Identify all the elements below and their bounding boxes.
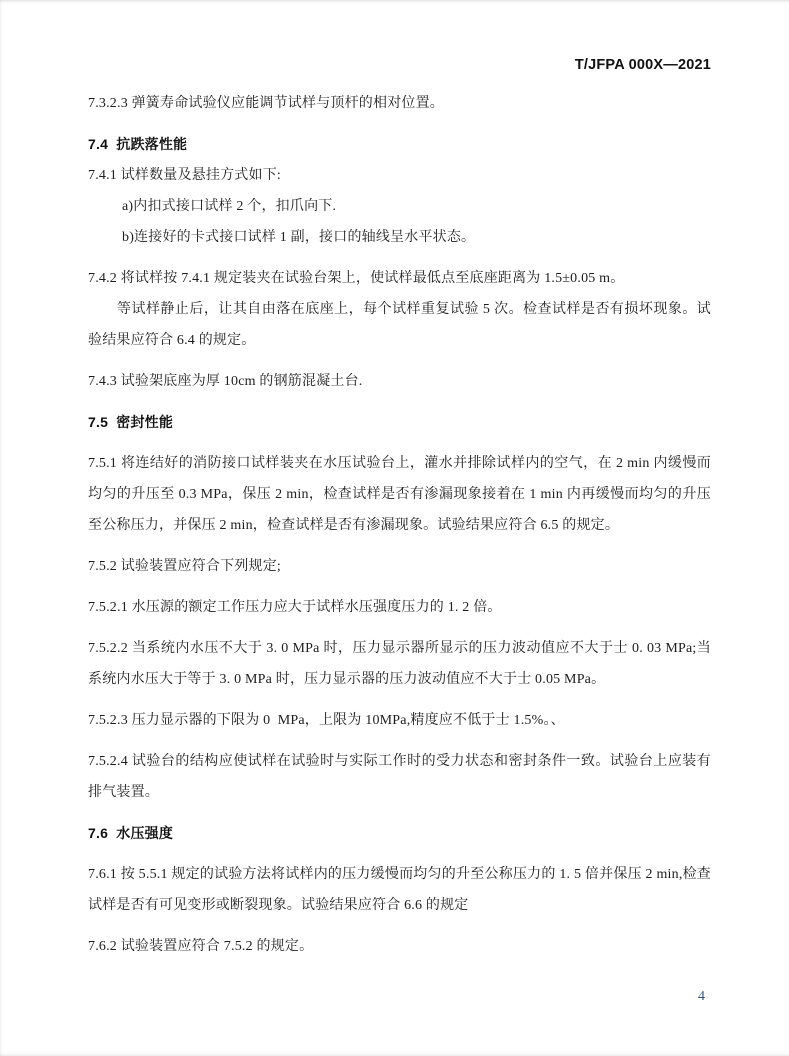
paragraph-7.5.2.1: 7.5.2.1 水压源的额定工作压力应大于试样水压强度压力的 1. 2 倍。 bbox=[88, 600, 502, 615]
page-header bbox=[0, 0, 789, 75]
paragraph-7.5.2.2: 7.5.2.2 当系统内水压不大于 3. 0 MPa 时，压力显示器所显示的压力波动值应不大于士 0. 03 MPa;当系统内水压大于等于 3. 0 MPa 时，压力显示器的压力波动值应不大于士 0.05 MPa。 bbox=[88, 641, 711, 687]
paragraph-7.4.3: 7.4.3 试验架底座为厚 10cm 的钢筋混凝土台. bbox=[88, 374, 363, 389]
paragraph-7.4.2-cont: 等试样静止后，让其自由落在底座上，每个试样重复试验 5 次。检查试样是否有损坏现象。试验结果应符合 6.4 的规定。 bbox=[88, 302, 711, 348]
paragraph-7.3.2.3: 7.3.2.3 弹簧寿命试验仪应能调节试样与顶杆的相对位置。 bbox=[88, 96, 444, 111]
document-body bbox=[88, 88, 711, 962]
paragraph-7.5.2.3: 7.5.2.3 压力显示器的下限为 0 MPa，上限为 10MPa,精度应不低于士 1.5%。、 bbox=[88, 713, 565, 728]
standard-number: T/JFPA 000X—2021 bbox=[574, 57, 711, 73]
paragraph-7.6.2: 7.6.2 试验装置应符合 7.5.2 的规定。 bbox=[88, 939, 314, 954]
paragraph-7.5.2.4: 7.5.2.4 试验台的结构应使试样在试验时与实际工作时的受力状态和密封条件一致。试验台上应装有排气装置。 bbox=[88, 754, 711, 800]
paragraph-7.6: 7.6 水压强度 bbox=[88, 825, 174, 841]
paragraph-7.6.1: 7.6.1 按 5.5.1 规定的试验方法将试样内的压力缓慢而均匀的升至公称压力的 1. 5 倍并保压 2 min,检查试样是否有可见变形或断裂现象。试验结果应符合 6.6 的规定 bbox=[88, 867, 711, 913]
paragraph-7.4.1: 7.4.1 试样数量及悬挂方式如下: bbox=[88, 168, 281, 183]
paragraph-7.4.1-a: a)内扣式接口试样 2 个，扣爪向下. bbox=[122, 199, 337, 214]
paragraph-7.4: 7.4 抗跌落性能 bbox=[88, 136, 188, 152]
paragraph-7.5.1: 7.5.1 将连结好的消防接口试样装夹在水压试验台上，灌水并排除试样内的空气，在 2 min 内缓慢而均匀的升压至 0.3 MPa，保压 2 min，检查试样是否有渗漏现象接着在 1 min 内再缓慢而均匀的升压至公称压力，并保压 2 min，检查试样是否有渗漏现象。试验结果应符合 6.5 的规定。 bbox=[88, 456, 711, 533]
page-number: 4 bbox=[698, 989, 705, 1004]
paragraph-7.4.2: 7.4.2 将试样按 7.4.1 规定装夹在试验台架上，使试样最低点至底座距离为 1.5±0.05 m。 bbox=[88, 271, 625, 286]
paragraph-7.5: 7.5 密封性能 bbox=[88, 414, 174, 430]
paragraph-7.4.1-b: b)连接好的卡式接口试样 1 副，接口的轴线呈水平状态。 bbox=[122, 230, 476, 245]
paragraph-7.5.2: 7.5.2 试验装置应符合下列规定; bbox=[88, 559, 281, 574]
